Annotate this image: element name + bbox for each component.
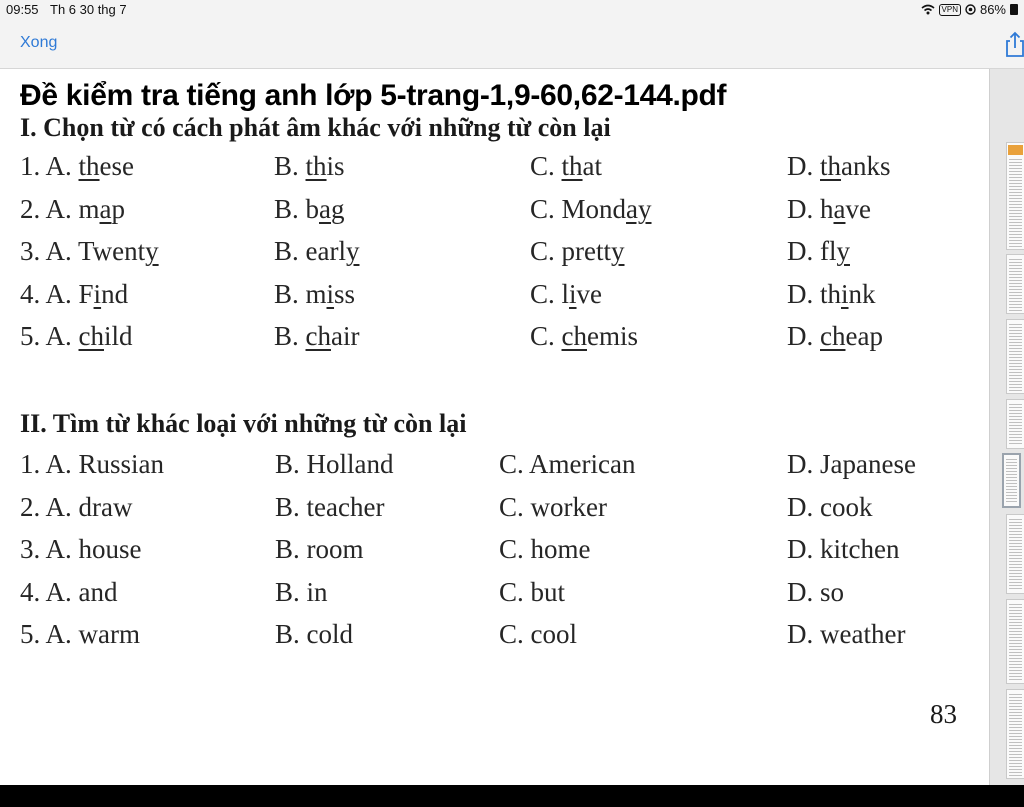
- answer-option-d: [787, 279, 876, 310]
- page-thumbnail[interactable]: [1006, 254, 1024, 314]
- done-button[interactable]: Xong: [20, 34, 58, 51]
- answer-option-a: [20, 279, 128, 310]
- option-text-after: nk: [848, 278, 876, 309]
- answer-option-d: D. cook: [787, 491, 873, 522]
- page-thumbnail[interactable]: [1006, 599, 1024, 684]
- battery-percent: 86%: [979, 2, 1006, 17]
- option-text-before: F: [78, 278, 94, 309]
- thumbnail-text: [1009, 517, 1022, 591]
- underlined-sound: th: [820, 151, 842, 181]
- status-bar: [0, 0, 1024, 22]
- answer-option-b: B. room: [275, 534, 364, 564]
- answer-option-c: C. worker: [499, 491, 607, 522]
- thumbnail-text: [1009, 692, 1022, 776]
- underlined-sound: th: [78, 151, 100, 181]
- page-thumbnail[interactable]: [1006, 399, 1024, 449]
- question-row: [10, 534, 988, 570]
- answer-option-a: [20, 236, 159, 267]
- answer-option-c: C. cool: [499, 619, 577, 649]
- section-2-heading: II. Tìm từ khác loại với những từ còn lại: [20, 409, 467, 438]
- status-time: 09:55: [6, 2, 39, 17]
- answer-option-a: 3. A. house: [20, 534, 142, 564]
- option-text-before: Twent: [78, 236, 146, 266]
- thumbnail-text: [1009, 257, 1022, 311]
- answer-option-b: B. teacher: [275, 491, 385, 522]
- option-text-after: at: [582, 151, 603, 181]
- thumbnail-banner: [1008, 145, 1023, 155]
- page-thumbnail-strip[interactable]: [989, 69, 1024, 785]
- answer-option-a: [20, 151, 134, 182]
- battery-icon: [1010, 4, 1018, 15]
- underlined-sound: a: [319, 193, 331, 224]
- option-text-after: ild: [104, 321, 133, 351]
- underlined-sound: i: [569, 278, 577, 309]
- home-indicator-bar: [0, 785, 1024, 807]
- question-row: [10, 236, 988, 272]
- question-row: [10, 151, 988, 187]
- question-number: 4. A.: [20, 278, 72, 309]
- option-text-before: C. prett: [530, 236, 611, 266]
- thumbnail-text: [1009, 602, 1022, 681]
- answer-option-a: [20, 321, 133, 352]
- underlined-sound: a: [833, 193, 846, 224]
- option-text-before: D.: [787, 321, 820, 351]
- option-text-after: air: [331, 321, 360, 351]
- answer-option-b: [274, 321, 359, 352]
- current-page-thumbnail[interactable]: [1002, 453, 1021, 508]
- vpn-badge: VPN: [939, 4, 961, 16]
- answer-option-c: [530, 151, 602, 182]
- answer-option-c: [530, 279, 602, 310]
- option-text-after: eap: [845, 321, 883, 351]
- answer-option-b: B. in: [275, 576, 328, 607]
- option-text-before: C. l: [530, 278, 570, 309]
- underlined-sound: y: [145, 236, 159, 266]
- option-text-after: nd: [101, 278, 129, 309]
- question-row: [10, 194, 988, 230]
- page-thumbnail[interactable]: [1006, 514, 1024, 594]
- answer-option-b: [274, 194, 345, 225]
- underlined-sound: ch: [561, 321, 587, 351]
- option-text-before: m: [78, 193, 100, 224]
- underlined-sound: a: [99, 193, 112, 224]
- option-text-before: C.: [530, 321, 562, 351]
- option-text-after: emis: [587, 321, 638, 351]
- answer-option-c: C. home: [499, 534, 591, 564]
- question-row: [10, 492, 988, 528]
- page-thumbnail[interactable]: [1006, 142, 1024, 250]
- page-number: 83: [930, 699, 957, 729]
- question-number: 5. A.: [20, 321, 72, 351]
- option-text-after: ese: [99, 151, 135, 181]
- option-text-after: ss: [334, 278, 356, 309]
- answer-option-d: [787, 321, 883, 352]
- answer-option-c: C. but: [499, 576, 566, 607]
- page-thumbnail[interactable]: [1006, 689, 1024, 779]
- answer-option-d: [787, 151, 891, 182]
- question-row: [10, 279, 988, 315]
- option-text-before: C.: [530, 151, 562, 181]
- underlined-sound: th: [305, 151, 327, 181]
- answer-option-b: B. cold: [275, 619, 353, 649]
- answer-option-d: D. so: [787, 576, 845, 607]
- option-text-after: is: [326, 151, 345, 181]
- option-text-before: B. earl: [274, 236, 346, 266]
- option-text-after: g: [331, 193, 345, 224]
- answer-option-c: C. American: [499, 449, 636, 479]
- location-icon: [965, 4, 976, 15]
- question-number: 3. A.: [20, 236, 72, 266]
- underlined-sound: i: [93, 278, 102, 309]
- answer-option-a: 1. A. Russian: [20, 449, 165, 479]
- answer-option-d: D. kitchen: [787, 534, 900, 564]
- option-text-before: B.: [274, 151, 306, 181]
- share-icon[interactable]: [1004, 30, 1024, 58]
- underlined-sound: y: [836, 236, 850, 266]
- underlined-sound: ch: [305, 321, 331, 351]
- option-text-after: anks: [841, 151, 891, 181]
- underlined-sound: y: [611, 236, 625, 266]
- answer-option-a: [20, 194, 125, 225]
- option-text-after: p: [111, 193, 126, 224]
- answer-option-c: [530, 321, 638, 352]
- question-row: [10, 619, 988, 655]
- option-text-before: B. m: [274, 278, 327, 309]
- answer-option-a: 5. A. warm: [20, 619, 140, 649]
- underlined-sound: ay: [626, 193, 652, 224]
- answer-option-b: [274, 236, 359, 267]
- answer-option-a: 2. A. draw: [20, 491, 133, 522]
- question-number: 1. A.: [20, 151, 72, 181]
- underlined-sound: ch: [820, 321, 846, 351]
- answer-option-d: D. weather: [787, 619, 906, 649]
- underlined-sound: i: [326, 278, 335, 309]
- option-text-after: ve: [845, 193, 871, 224]
- underlined-sound: ch: [78, 321, 104, 351]
- option-text-after: ve: [576, 278, 603, 309]
- status-date: Th 6 30 thg 7: [50, 2, 127, 17]
- pdf-page[interactable]: [10, 69, 988, 785]
- thumbnail-text: [1009, 157, 1022, 247]
- option-text-before: D. th: [787, 278, 841, 309]
- option-text-before: D.: [787, 151, 820, 181]
- question-row: [10, 321, 988, 357]
- question-number: 2. A.: [20, 193, 72, 224]
- answer-option-d: [787, 236, 850, 267]
- underlined-sound: th: [561, 151, 583, 181]
- option-text-before: B. b: [274, 193, 320, 224]
- thumbnail-text: [1009, 322, 1022, 391]
- answer-option-c: [530, 236, 625, 267]
- underlined-sound: i: [841, 278, 849, 309]
- question-row: [10, 577, 988, 613]
- status-indicators: [921, 2, 1018, 17]
- answer-option-a: 4. A. and: [20, 576, 118, 607]
- thumbnail-text: [1006, 457, 1017, 504]
- page-thumbnail[interactable]: [1006, 319, 1024, 394]
- option-text-before: D. fl: [787, 236, 837, 266]
- answer-option-d: D. Japanese: [787, 449, 916, 479]
- wifi-icon: [921, 4, 935, 15]
- section-1-heading: I. Chọn từ có cách phát âm khác với những từ còn lại: [20, 113, 611, 142]
- answer-option-b: B. Holland: [275, 449, 394, 479]
- navigation-bar: [0, 22, 1024, 69]
- answer-option-b: [274, 151, 345, 182]
- option-text-before: B.: [274, 321, 306, 351]
- option-text-before: D. h: [787, 193, 834, 224]
- thumbnail-text: [1009, 402, 1022, 446]
- answer-option-c: [530, 194, 652, 225]
- option-text-before: C. Mond: [530, 193, 627, 224]
- answer-option-d: [787, 194, 871, 225]
- underlined-sound: y: [345, 236, 360, 266]
- answer-option-b: [274, 279, 355, 310]
- document-title: Đề kiểm tra tiếng anh lớp 5-trang-1,9-60,62-144.pdf: [20, 79, 727, 112]
- question-row: [10, 449, 988, 485]
